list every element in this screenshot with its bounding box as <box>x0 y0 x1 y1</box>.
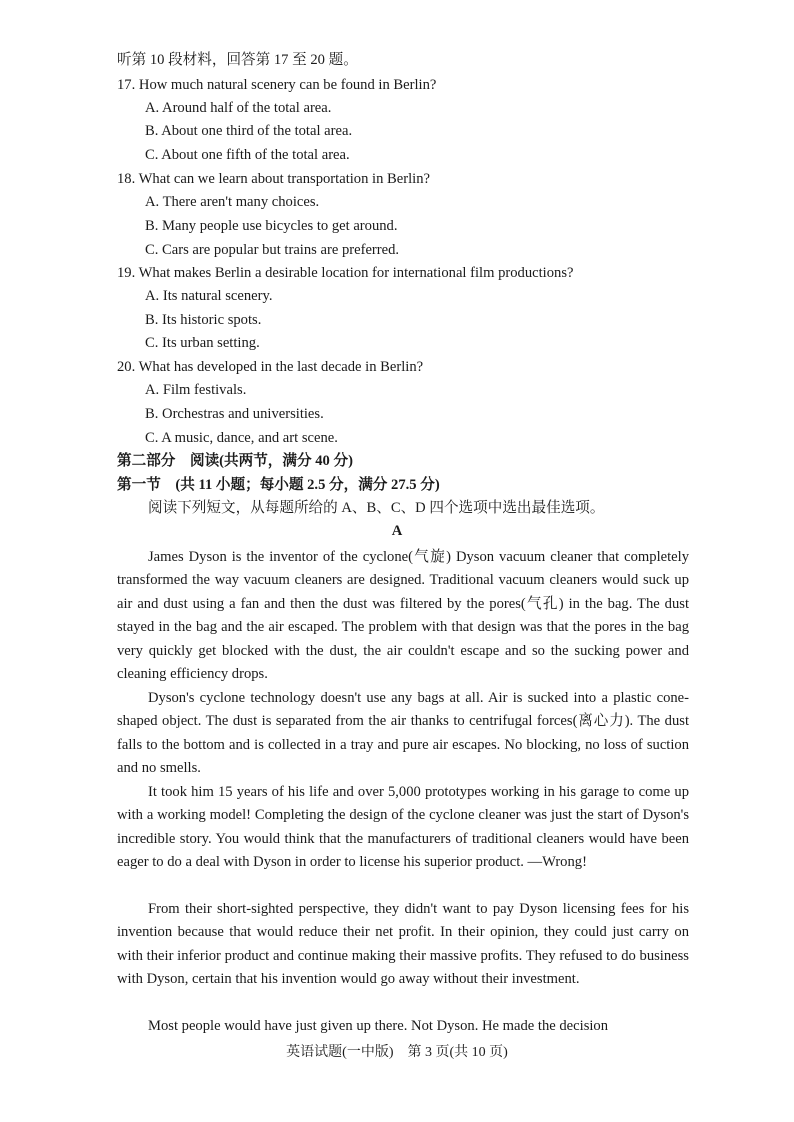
question-19 <box>117 263 573 283</box>
option-20c: C. A music, dance, and art scene. <box>145 430 338 446</box>
question-number: 17. <box>117 77 136 93</box>
passage-label: A <box>391 523 403 539</box>
option-19a: A. Its natural scenery. <box>145 288 273 304</box>
section-one-title: 第一节 (共 11 小题；每小题 2.5 分，满分 27.5 分) <box>117 477 440 493</box>
option-18a: A. There aren't many choices. <box>145 194 320 210</box>
passage-paragraph-1: James Dyson is the inventor of the cyclone(气旋) Dyson vacuum cleaner that completely transformed the way vacuum cleaners are designed. Traditional vacuum cleaners would suck up air and dust using a fan and then the dust was filtered by the pores(气孔) in the bag. The dust stayed in the bag and the air escaped. The problem with that design was that the pores in the bag very quickly get blocked with the dust, the air couldn't escape and so the sucking power and cleaning efficiency drops. <box>117 549 689 683</box>
question-number: 20. <box>117 359 136 375</box>
question-number: 18. <box>117 171 136 187</box>
option-19b: B. Its historic spots. <box>145 312 262 328</box>
question-17 <box>117 75 436 95</box>
question-20 <box>117 357 423 377</box>
option-17c: C. About one fifth of the total area. <box>145 147 350 163</box>
passage-paragraph-3: It took him 15 years of his life and over 5,000 prototypes working in his garage to come up with a working model! Completing the design of the cyclone cleaner was just the start of Dyson's incredible story. You would think that the manufacturers of traditional cleaners would have been eager to do a deal with Dyson in order to license his superior product. —Wrong! <box>117 784 689 871</box>
reading-instruction: 阅读下列短文，从每题所给的 A、B、C、D 四个选项中选出最佳选项。 <box>148 500 605 516</box>
question-number: 19. <box>117 265 136 281</box>
passage-paragraph-5: Most people would have just given up there. Not Dyson. He made the decision <box>148 1018 609 1034</box>
option-18b: B. Many people use bicycles to get around. <box>145 218 398 234</box>
option-19c: C. Its urban setting. <box>145 335 260 351</box>
question-text: What makes Berlin a desirable location for international film productions? <box>138 265 574 281</box>
page-footer: 英语试题(一中版) 第 3 页(共 10 页) <box>286 1045 508 1060</box>
option-17a: A. Around half of the total area. <box>145 100 332 116</box>
option-17b: B. About one third of the total area. <box>145 123 353 139</box>
passage-paragraph-2: Dyson's cyclone technology doesn't use any bags at all. Air is sucked into a plastic cone-shaped object. The dust is separated from the air thanks to centrifugal forces(离心力). The dust falls to the bottom and is collected in a tray and pure air escapes. No blocking, no loss of suction and no smells. <box>117 690 689 777</box>
option-20a: A. Film festivals. <box>145 382 247 398</box>
option-18c: C. Cars are popular but trains are preferred. <box>145 242 400 258</box>
listening-instruction: 听第 10 段材料，回答第 17 至 20 题。 <box>117 52 358 68</box>
part-two-title: 第二部分 阅读(共两节，满分 40 分) <box>117 453 353 469</box>
question-text: What has developed in the last decade in Berlin? <box>138 359 424 375</box>
question-18 <box>117 169 430 189</box>
passage-paragraph-4: From their short-sighted perspective, they didn't want to pay Dyson licensing fees for his invention because that would reduce their net profit. In their opinion, they could just carry on with their inferior product and continue making their massive profits. They refused to do business with Dyson, certain that his invention would go away without their investment. <box>117 901 689 988</box>
option-20b: B. Orchestras and universities. <box>145 406 324 422</box>
question-text: What can we learn about transportation in Berlin? <box>138 171 431 187</box>
question-text: How much natural scenery can be found in Berlin? <box>138 77 437 93</box>
